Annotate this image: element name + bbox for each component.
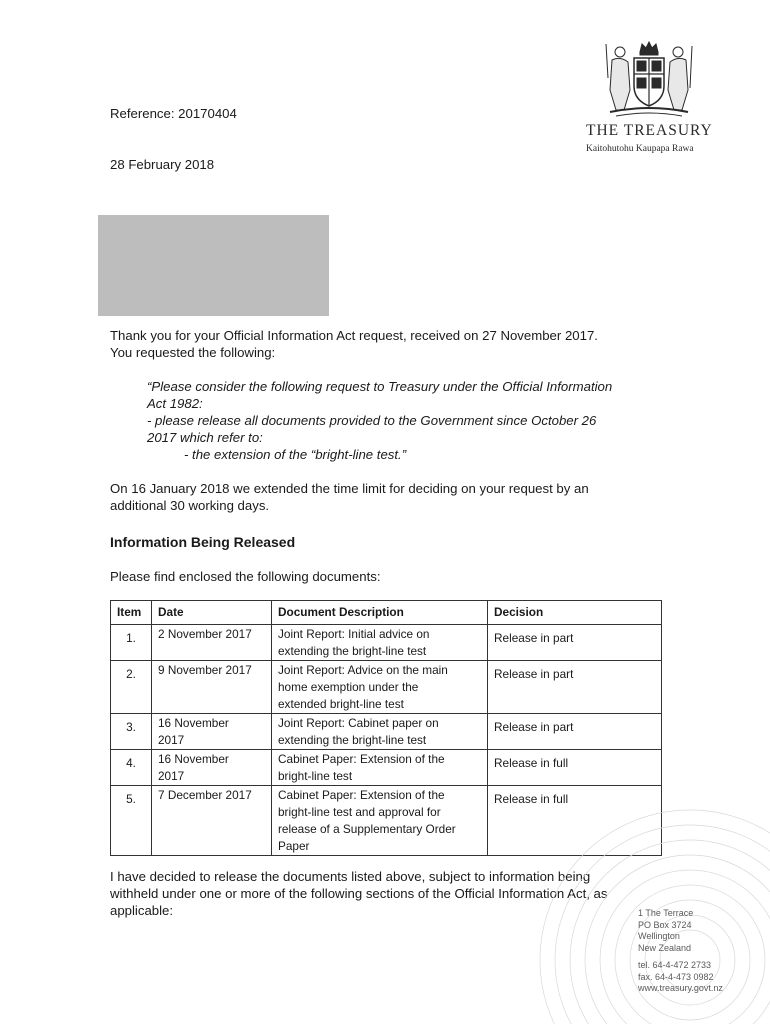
address-line: 1 The Terrace [638, 908, 694, 918]
date-line: 2 November 2017 [158, 627, 252, 641]
intro-line: Thank you for your Official Information Act request, received on 27 November 2017. [110, 328, 598, 343]
description-line: extending the bright-line test [278, 644, 427, 658]
decision-cell: Release in part [488, 714, 662, 750]
date-line: 9 November 2017 [158, 663, 252, 677]
date-cell [152, 750, 272, 786]
org-name: THE TREASURY [586, 122, 713, 139]
date-line: 16 November [158, 716, 229, 730]
release-line: applicable: [110, 903, 174, 918]
column-header-decision: Decision [488, 601, 662, 625]
description-line: extending the bright-line test [278, 733, 427, 747]
table-header-row [111, 601, 662, 625]
item-cell: 1. [111, 625, 152, 661]
release-line: I have decided to release the documents listed above, subject to information being [110, 869, 591, 884]
date-cell [152, 714, 272, 750]
date-cell [152, 786, 272, 856]
date-line: 16 November [158, 752, 229, 766]
quote-line: 2017 which refer to: [147, 430, 263, 445]
intro-line: You requested the following: [110, 345, 276, 360]
release-line: withheld under one or more of the following sections of the Official Information Act, as [110, 886, 608, 901]
address-line: tel. 64-4-472 2733 [638, 960, 712, 970]
quote-line: Act 1982: [147, 396, 203, 411]
org-subtitle: Kaitohutohu Kaupapa Rawa [586, 144, 694, 154]
description-line: Cabinet Paper: Extension of the [278, 752, 445, 766]
decision-cell: Release in part [488, 625, 662, 661]
address-line: fax. 64-4-473 0982 [638, 971, 714, 982]
description-line: extended bright-line test [278, 697, 404, 711]
description-line: home exemption under the [278, 680, 419, 694]
date-line: 2017 [158, 769, 185, 783]
description-cell [272, 625, 488, 661]
enclosed-text: Please find enclosed the following documents: [110, 569, 381, 584]
request-quote [147, 378, 667, 463]
quote-line: “Please consider the following request to Treasury under the Official Information [147, 379, 613, 394]
extension-paragraph [110, 480, 670, 514]
column-header-item: Item [111, 601, 152, 625]
date-line: 2017 [158, 733, 185, 747]
section-heading: Information Being Released [110, 534, 296, 550]
description-cell [272, 786, 488, 856]
date-cell [152, 661, 272, 714]
description-line: Joint Report: Advice on the main [278, 663, 448, 677]
column-header-description: Document Description [272, 601, 488, 625]
description-line: Joint Report: Cabinet paper on [278, 716, 439, 730]
coat-of-arms-icon [596, 38, 702, 120]
item-cell: 5. [111, 786, 152, 856]
decision-cell: Release in full [488, 750, 662, 786]
redacted-recipient-block [98, 215, 329, 316]
description-line: release of a Supplementary Order [278, 822, 456, 836]
description-line: Joint Report: Initial advice on [278, 627, 430, 641]
description-cell [272, 714, 488, 750]
column-header-date: Date [152, 601, 272, 625]
address-line: Wellington [638, 931, 680, 941]
description-line: Paper [278, 839, 310, 853]
decision-cell: Release in full [488, 786, 662, 856]
table-row [111, 625, 662, 661]
description-line: Cabinet Paper: Extension of the [278, 788, 445, 802]
reference-number: Reference: 20170404 [110, 106, 237, 121]
quote-line: - the extension of the “bright-line test.” [184, 447, 407, 462]
item-cell: 4. [111, 750, 152, 786]
description-cell [272, 750, 488, 786]
address-line: www.treasury.govt.nz [638, 983, 723, 993]
description-cell [272, 661, 488, 714]
decision-cell: Release in part [488, 661, 662, 714]
quote-line: - please release all documents provided to the Government since October 26 [147, 413, 597, 428]
table-row [111, 661, 662, 714]
letter-date: 28 February 2018 [110, 157, 215, 172]
extension-line: On 16 January 2018 we extended the time limit for deciding on your request by an [110, 481, 589, 496]
address-line: PO Box 3724 [638, 919, 692, 930]
item-cell: 3. [111, 714, 152, 750]
extension-line: additional 30 working days. [110, 498, 270, 513]
date-line: 7 December 2017 [158, 788, 252, 802]
treasury-address [638, 908, 723, 995]
address-line: New Zealand [638, 942, 692, 953]
description-line: bright-line test and approval for [278, 805, 441, 819]
date-cell [152, 625, 272, 661]
intro-paragraph [110, 327, 670, 361]
item-cell: 2. [111, 661, 152, 714]
table-row [111, 714, 662, 750]
description-line: bright-line test [278, 769, 353, 783]
